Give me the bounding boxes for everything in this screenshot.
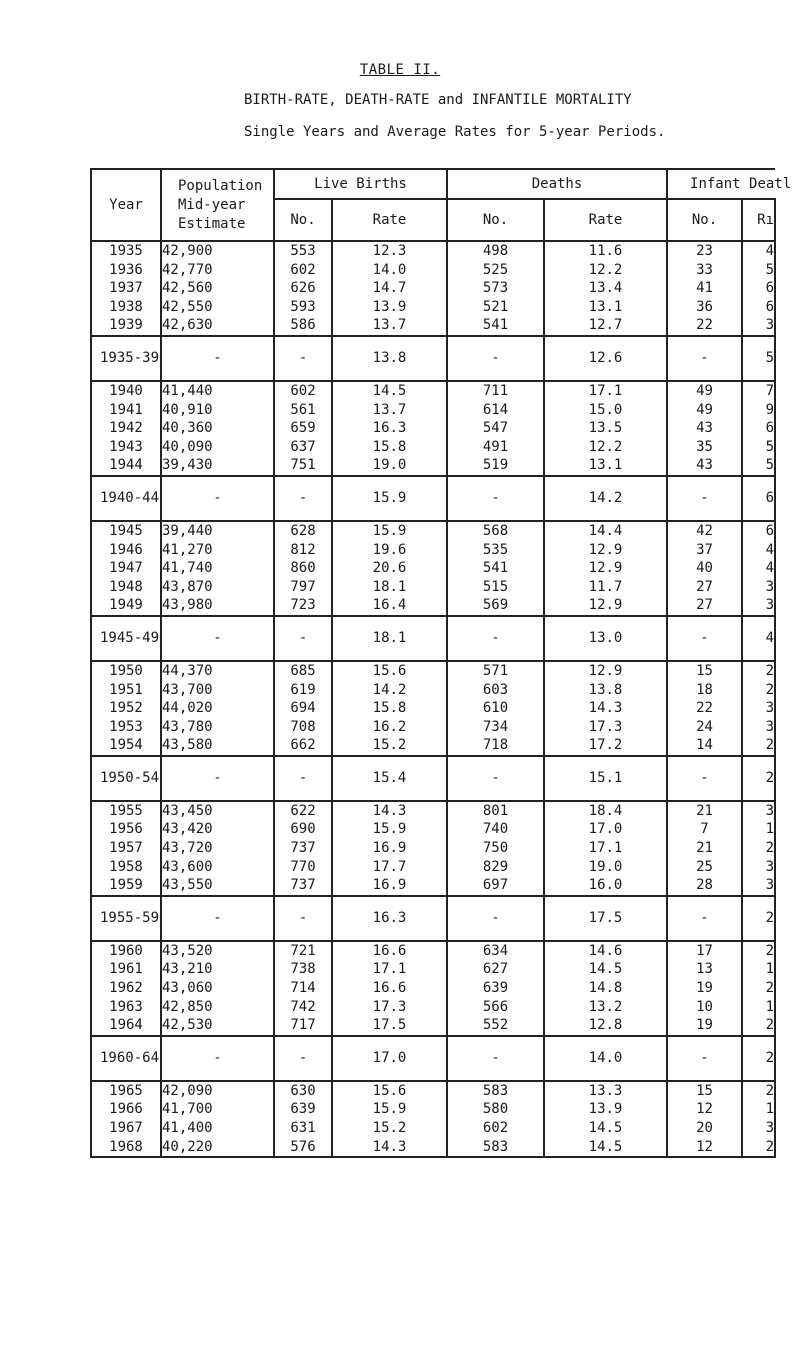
- year-block-row: [91, 1081, 775, 1157]
- cell-deaths-rate: 13.3 13.9 14.5 14.5: [544, 1081, 667, 1157]
- avg-infant-rate: 6: [742, 476, 775, 521]
- cell-births-rate: 16.6 17.1 16.6 17.3 17.5: [332, 941, 447, 1036]
- year-block-row: [91, 241, 775, 336]
- avg-births-rate: 15.4: [332, 756, 447, 801]
- cell-infant-rate: 2 2 3 3 2: [742, 661, 775, 756]
- cell-population: 42,900 42,770 42,560 42,550 42,630: [161, 241, 274, 336]
- year-header: Year: [91, 169, 161, 241]
- cell-deaths-no: 634 627 639 566 552: [447, 941, 544, 1036]
- cell-population: 43,520 43,210 43,060 42,850 42,530: [161, 941, 274, 1036]
- cell-population: 44,370 43,700 44,020 43,780 43,580: [161, 661, 274, 756]
- table-body: [91, 241, 775, 1157]
- cell-births-rate: 15.6 15.9 15.2 14.3: [332, 1081, 447, 1157]
- cell-population: 42,090 41,700 41,400 40,220: [161, 1081, 274, 1157]
- cell-births-no: 602 561 659 637 751: [274, 381, 332, 476]
- avg-deaths-no: -: [447, 896, 544, 941]
- deaths-no-header: No.: [447, 199, 544, 241]
- avg-births-no: -: [274, 1036, 332, 1081]
- table-title: TABLE II.: [359, 62, 441, 78]
- avg-births-rate: 18.1: [332, 616, 447, 661]
- avg-deaths-rate: 12.6: [544, 336, 667, 381]
- avg-births-rate: 16.3: [332, 896, 447, 941]
- cell-population: 41,440 40,910 40,360 40,090 39,430: [161, 381, 274, 476]
- avg-infant-no: -: [667, 896, 742, 941]
- avg-infant-rate: 2: [742, 756, 775, 801]
- avg-births-rate: 15.9: [332, 476, 447, 521]
- cell-infant-no: 49 49 43 35 43: [667, 381, 742, 476]
- avg-deaths-rate: 17.5: [544, 896, 667, 941]
- deaths-rate-header: Rate: [544, 199, 667, 241]
- births-rate-header: Rate: [332, 199, 447, 241]
- cell-births-no: 721 738 714 742 717: [274, 941, 332, 1036]
- cell-deaths-no: 498 525 573 521 541: [447, 241, 544, 336]
- avg-infant-no: -: [667, 756, 742, 801]
- cell-deaths-no: 568 535 541 515 569: [447, 521, 544, 616]
- cell-infant-no: 15 18 22 24 14: [667, 661, 742, 756]
- average-row: [91, 1036, 775, 1081]
- avg-births-no: -: [274, 616, 332, 661]
- cell-births-no: 630 639 631 576: [274, 1081, 332, 1157]
- cell-deaths-rate: 18.4 17.0 17.1 19.0 16.0: [544, 801, 667, 896]
- avg-births-rate: 17.0: [332, 1036, 447, 1081]
- cell-infant-no: 21 7 21 25 28: [667, 801, 742, 896]
- year-block-row: [91, 661, 775, 756]
- average-row: [91, 756, 775, 801]
- avg-deaths-rate: 14.0: [544, 1036, 667, 1081]
- cell-years: 1945 1946 1947 1948 1949: [91, 521, 161, 616]
- year-block-row: [91, 801, 775, 896]
- infant-deaths-header: Infant Deatl: [667, 169, 775, 199]
- cell-deaths-no: 801 740 750 829 697: [447, 801, 544, 896]
- avg-infant-rate: 4: [742, 616, 775, 661]
- cell-years: 1950 1951 1952 1953 1954: [91, 661, 161, 756]
- avg-population: -: [161, 896, 274, 941]
- cell-deaths-rate: 14.4 12.9 12.9 11.7 12.9: [544, 521, 667, 616]
- avg-period: 1960-64: [91, 1036, 161, 1081]
- cell-infant-rate: 3 1 2 3 3: [742, 801, 775, 896]
- table-subtitle: BIRTH-RATE, DEATH-RATE and INFANTILE MORTALITY: [244, 92, 632, 108]
- cell-births-rate: 14.5 13.7 16.3 15.8 19.0: [332, 381, 447, 476]
- cell-years: 1940 1941 1942 1943 1944: [91, 381, 161, 476]
- cell-births-rate: 14.3 15.9 16.9 17.7 16.9: [332, 801, 447, 896]
- avg-births-no: -: [274, 896, 332, 941]
- cell-population: 39,440 41,270 41,740 43,870 43,980: [161, 521, 274, 616]
- avg-infant-no: -: [667, 336, 742, 381]
- births-no-header: No.: [274, 199, 332, 241]
- population-header: Population Mid-year Estimate: [161, 169, 274, 241]
- avg-deaths-rate: 15.1: [544, 756, 667, 801]
- cell-infant-rate: 6 4 4 3 3: [742, 521, 775, 616]
- avg-period: 1955-59: [91, 896, 161, 941]
- avg-infant-rate: 5: [742, 336, 775, 381]
- cell-deaths-no: 583 580 602 583: [447, 1081, 544, 1157]
- avg-deaths-no: -: [447, 1036, 544, 1081]
- year-block-row: [91, 941, 775, 1036]
- avg-deaths-no: -: [447, 756, 544, 801]
- infant-rate-header: Rı: [742, 199, 775, 241]
- year-block-row: [91, 381, 775, 476]
- cell-deaths-no: 571 603 610 734 718: [447, 661, 544, 756]
- cell-deaths-rate: 17.1 15.0 13.5 12.2 13.1: [544, 381, 667, 476]
- cell-births-rate: 15.6 14.2 15.8 16.2 15.2: [332, 661, 447, 756]
- avg-infant-no: -: [667, 616, 742, 661]
- cell-years: 1935 1936 1937 1938 1939: [91, 241, 161, 336]
- average-row: [91, 336, 775, 381]
- infant-no-header: No.: [667, 199, 742, 241]
- avg-period: 1950-54: [91, 756, 161, 801]
- cell-births-rate: 15.9 19.6 20.6 18.1 16.4: [332, 521, 447, 616]
- avg-infant-rate: 2: [742, 896, 775, 941]
- average-row: [91, 896, 775, 941]
- cell-infant-no: 42 37 40 27 27: [667, 521, 742, 616]
- year-block-row: [91, 521, 775, 616]
- live-births-header: Live Births: [274, 169, 447, 199]
- avg-births-no: -: [274, 756, 332, 801]
- cell-infant-rate: 4 5 6 6 3: [742, 241, 775, 336]
- avg-births-no: -: [274, 476, 332, 521]
- table-subtitle-2: Single Years and Average Rates for 5-year Periods.: [244, 124, 666, 140]
- average-row: [91, 616, 775, 661]
- avg-births-rate: 13.8: [332, 336, 447, 381]
- avg-population: -: [161, 476, 274, 521]
- avg-population: -: [161, 336, 274, 381]
- cell-births-no: 685 619 694 708 662: [274, 661, 332, 756]
- average-row: [91, 476, 775, 521]
- cell-infant-rate: 2 1 2 1 2: [742, 941, 775, 1036]
- avg-infant-rate: 2: [742, 1036, 775, 1081]
- cell-population: 43,450 43,420 43,720 43,600 43,550: [161, 801, 274, 896]
- avg-period: 1935-39: [91, 336, 161, 381]
- avg-infant-no: -: [667, 1036, 742, 1081]
- cell-births-no: 628 812 860 797 723: [274, 521, 332, 616]
- avg-deaths-no: -: [447, 476, 544, 521]
- cell-years: 1965 1966 1967 1968: [91, 1081, 161, 1157]
- cell-infant-rate: 7 9 6 5 5: [742, 381, 775, 476]
- cell-deaths-rate: 11.6 12.2 13.4 13.1 12.7: [544, 241, 667, 336]
- avg-deaths-rate: 14.2: [544, 476, 667, 521]
- cell-births-rate: 12.3 14.0 14.7 13.9 13.7: [332, 241, 447, 336]
- avg-period: 1940-44: [91, 476, 161, 521]
- cell-infant-no: 15 12 20 12: [667, 1081, 742, 1157]
- cell-infant-rate: 2 1 3 2: [742, 1081, 775, 1157]
- avg-population: -: [161, 1036, 274, 1081]
- cell-births-no: 622 690 737 770 737: [274, 801, 332, 896]
- avg-births-no: -: [274, 336, 332, 381]
- avg-population: -: [161, 756, 274, 801]
- cell-deaths-rate: 12.9 13.8 14.3 17.3 17.2: [544, 661, 667, 756]
- avg-population: -: [161, 616, 274, 661]
- cell-deaths-rate: 14.6 14.5 14.8 13.2 12.8: [544, 941, 667, 1036]
- avg-period: 1945-49: [91, 616, 161, 661]
- avg-deaths-rate: 13.0: [544, 616, 667, 661]
- avg-deaths-no: -: [447, 336, 544, 381]
- cell-infant-no: 17 13 19 10 19: [667, 941, 742, 1036]
- cell-births-no: 553 602 626 593 586: [274, 241, 332, 336]
- cell-infant-no: 23 33 41 36 22: [667, 241, 742, 336]
- avg-deaths-no: -: [447, 616, 544, 661]
- statistics-table: [90, 168, 792, 1158]
- deaths-header: Deaths: [447, 169, 667, 199]
- cell-deaths-no: 711 614 547 491 519: [447, 381, 544, 476]
- cell-years: 1960 1961 1962 1963 1964: [91, 941, 161, 1036]
- cell-years: 1955 1956 1957 1958 1959: [91, 801, 161, 896]
- avg-infant-no: -: [667, 476, 742, 521]
